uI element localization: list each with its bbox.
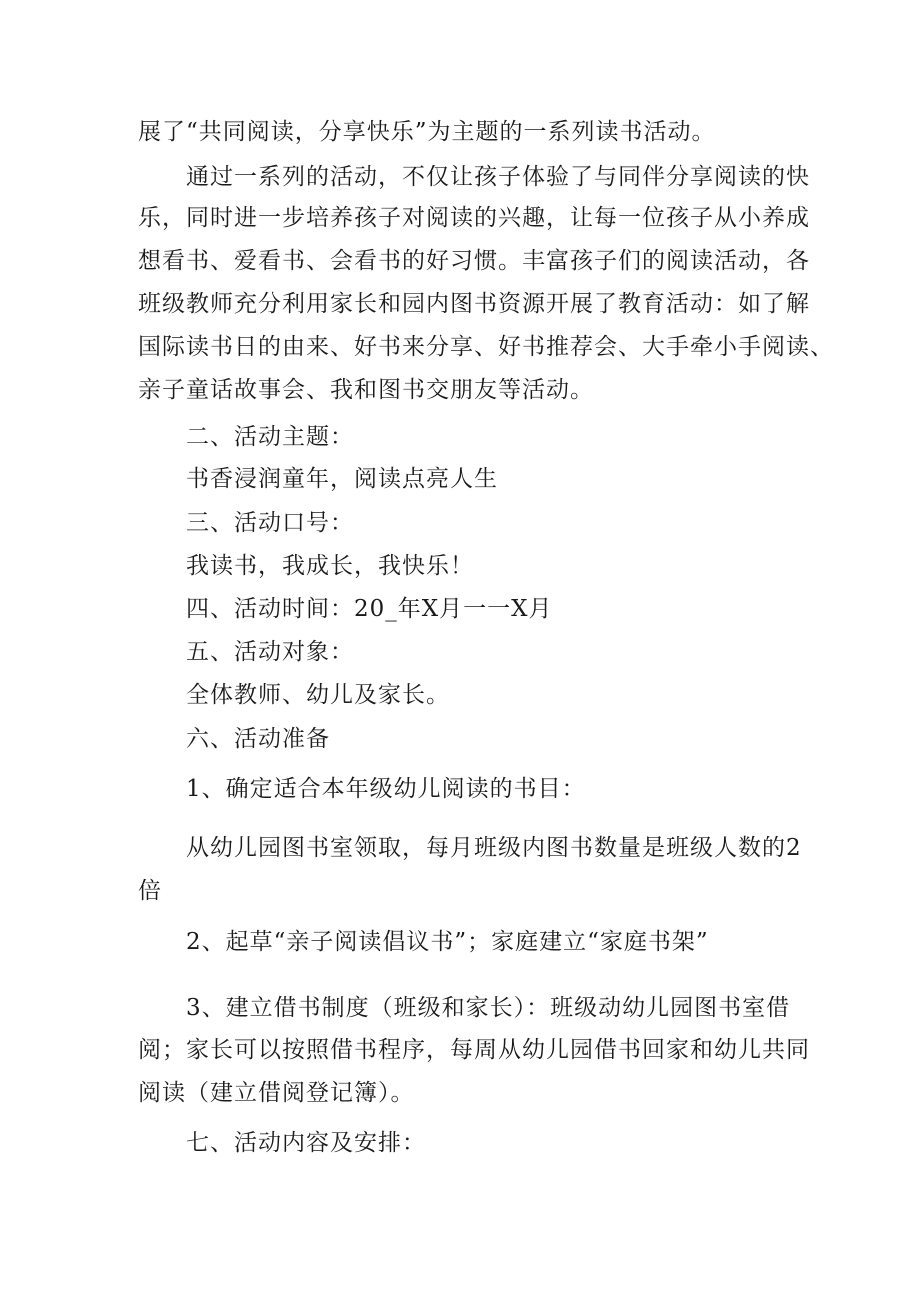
list-item: 3、建立借书制度（班级和家长）：班级动幼儿园图书室借: [186, 995, 791, 1021]
section-heading: 二、活动主题：: [186, 424, 354, 450]
section-heading: 六、活动准备: [186, 726, 330, 752]
paragraph-line: 书香浸润童年，阅读点亮人生: [186, 466, 498, 492]
paragraph-line: 阅读（建立借阅登记簿）。: [138, 1080, 415, 1106]
list-item: 2、起草“亲子阅读倡议书”；家庭建立“家庭书架”: [186, 929, 709, 955]
paragraph-line: 想看书、爱看书、会看书的好习惯。丰富孩子们的阅读活动，各: [138, 248, 810, 274]
section-heading: 四、活动时间：20_年X月一一X月: [186, 596, 553, 622]
section-heading: 三、活动口号：: [186, 510, 354, 536]
paragraph-line: 倍: [138, 878, 162, 904]
section-heading: 七、活动内容及安排：: [186, 1130, 426, 1156]
paragraph-line: 我读书，我成长，我快乐！: [186, 553, 474, 579]
paragraph-line: 乐，同时进一步培养孩子对阅读的兴趣，让每一位孩子从小养成: [138, 205, 810, 231]
paragraph-line: 通过一系列的活动，不仅让孩子体验了与同伴分享阅读的快: [186, 164, 810, 190]
paragraph-line: 全体教师、幼儿及家长。: [186, 682, 450, 708]
section-heading: 五、活动对象：: [186, 639, 354, 665]
paragraph-line: 展了“共同阅读，分享快乐”为主题的一系列读书活动。: [138, 119, 716, 145]
paragraph-line: 亲子童话故事会、我和图书交朋友等活动。: [138, 377, 594, 403]
paragraph-line: 阅；家长可以按照借书程序，每周从幼儿园借书回家和幼儿共同: [138, 1037, 810, 1063]
paragraph-line: 国际读书日的由来、好书来分享、好书推荐会、大手牵小手阅读、: [138, 334, 834, 360]
paragraph-line: 从幼儿园图书室领取，每月班级内图书数量是班级人数的2: [186, 835, 802, 861]
paragraph-line: 班级教师充分利用家长和园内图书资源开展了教育活动：如了解: [138, 291, 810, 317]
list-item: 1、确定适合本年级幼儿阅读的书目：: [186, 776, 586, 802]
